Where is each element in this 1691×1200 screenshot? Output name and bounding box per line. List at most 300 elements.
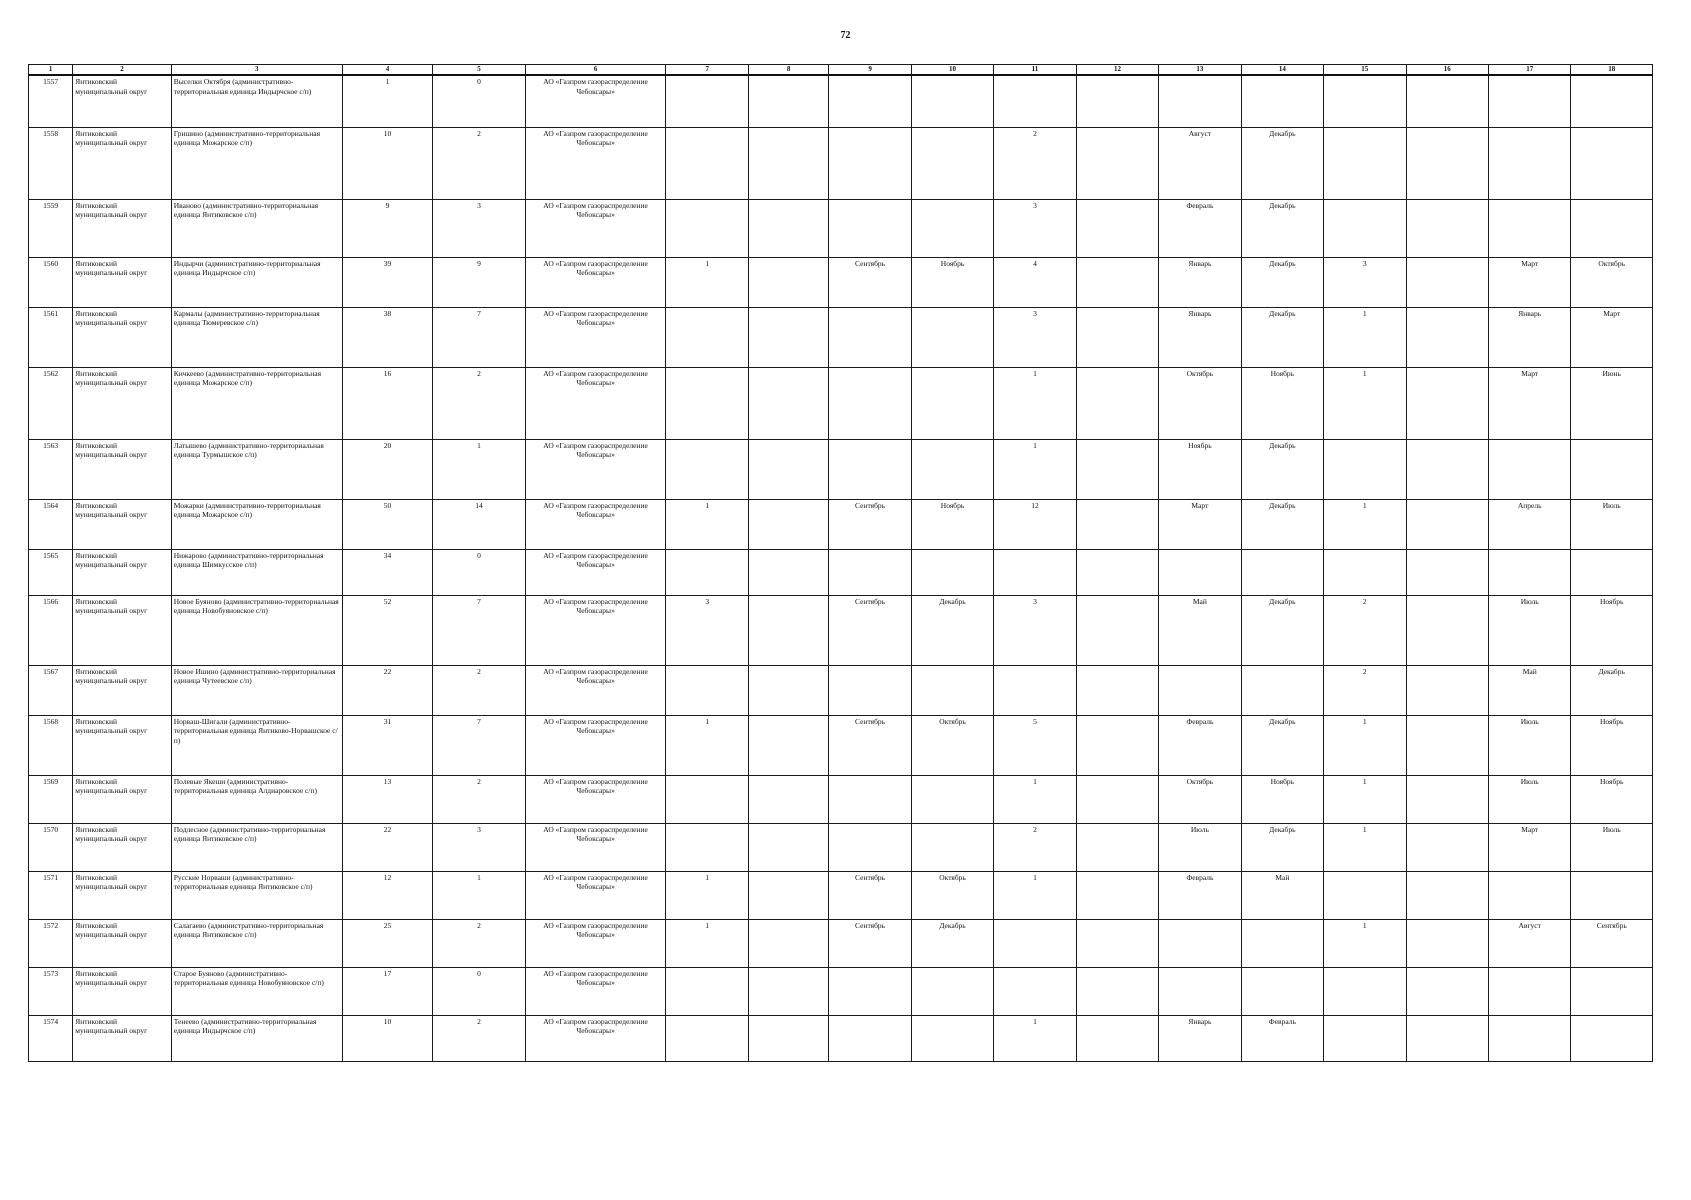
table-cell xyxy=(1488,439,1570,499)
table-cell xyxy=(1406,75,1488,127)
table-cell: АО «Газпром газораспределение Чебоксары» xyxy=(525,823,666,871)
table-cell: Янтиковский муниципальный округ xyxy=(73,919,172,967)
table-cell xyxy=(748,367,828,439)
table-cell: 1 xyxy=(666,919,748,967)
table-cell: Индырчи (административно-территориальная единица Индырчское с/п) xyxy=(171,257,342,307)
column-number-header: 12 xyxy=(1076,65,1158,76)
table-cell xyxy=(748,823,828,871)
table-cell: Новое Буяново (административно-территориальная единица Новобуяновское с/п) xyxy=(171,595,342,665)
table-cell xyxy=(1159,75,1241,127)
table-cell: 1566 xyxy=(29,595,73,665)
table-cell xyxy=(666,199,748,257)
table-cell xyxy=(1571,967,1653,1015)
table-cell xyxy=(1571,127,1653,199)
table-cell xyxy=(1076,823,1158,871)
table-cell: 14 xyxy=(433,499,526,549)
table-cell xyxy=(1076,367,1158,439)
table-cell xyxy=(1406,549,1488,595)
table-cell: АО «Газпром газораспределение Чебоксары» xyxy=(525,715,666,775)
table-cell xyxy=(1406,775,1488,823)
table-cell: Янтиковский муниципальный округ xyxy=(73,595,172,665)
table-cell xyxy=(1488,549,1570,595)
column-number-header: 15 xyxy=(1324,65,1406,76)
table-cell xyxy=(1241,665,1323,715)
table-cell: 2 xyxy=(433,127,526,199)
table-cell xyxy=(1076,549,1158,595)
table-cell xyxy=(911,367,993,439)
table-cell xyxy=(1406,823,1488,871)
table-cell: 1 xyxy=(994,871,1076,919)
table-cell: 22 xyxy=(342,823,433,871)
table-cell xyxy=(1406,919,1488,967)
table-cell xyxy=(1076,775,1158,823)
table-cell xyxy=(829,127,911,199)
table-cell: Янтиковский муниципальный округ xyxy=(73,549,172,595)
column-number-header: 10 xyxy=(911,65,993,76)
table-row xyxy=(29,257,1653,307)
table-cell: 1560 xyxy=(29,257,73,307)
table-cell: 2 xyxy=(1324,595,1406,665)
table-cell xyxy=(1406,715,1488,775)
table-cell: 3 xyxy=(1324,257,1406,307)
table-cell xyxy=(748,871,828,919)
table-cell: 7 xyxy=(433,307,526,367)
table-cell: 2 xyxy=(433,665,526,715)
table-cell xyxy=(1488,199,1570,257)
table-cell xyxy=(911,775,993,823)
column-number-header: 5 xyxy=(433,65,526,76)
table-cell: Март xyxy=(1488,257,1570,307)
table-cell: Декабрь xyxy=(1241,715,1323,775)
table-cell xyxy=(1571,75,1653,127)
table-cell xyxy=(1076,307,1158,367)
table-cell xyxy=(911,307,993,367)
table-cell xyxy=(748,307,828,367)
table-cell: Янтиковский муниципальный округ xyxy=(73,127,172,199)
table-cell xyxy=(1571,549,1653,595)
table-cell xyxy=(911,967,993,1015)
table-cell: Кармалы (административно-территориальная единица Тюмеревское с/п) xyxy=(171,307,342,367)
table-cell: 38 xyxy=(342,307,433,367)
column-number-header: 16 xyxy=(1406,65,1488,76)
table-cell xyxy=(829,439,911,499)
table-cell xyxy=(748,775,828,823)
table-cell: 10 xyxy=(342,1015,433,1061)
column-number-header: 2 xyxy=(73,65,172,76)
table-cell xyxy=(1406,127,1488,199)
table-cell: 3 xyxy=(433,199,526,257)
table-cell: Июль xyxy=(1488,775,1570,823)
table-cell: Ноябрь xyxy=(911,257,993,307)
table-cell xyxy=(1488,967,1570,1015)
table-cell: Янтиковский муниципальный округ xyxy=(73,715,172,775)
table-cell: Февраль xyxy=(1159,715,1241,775)
table-cell xyxy=(1241,967,1323,1015)
table-cell: 1 xyxy=(994,1015,1076,1061)
table-cell: Можарки (административно-территориальная единица Можарское с/п) xyxy=(171,499,342,549)
table-cell: Декабрь xyxy=(1571,665,1653,715)
table-cell: Октябрь xyxy=(1571,257,1653,307)
table-cell: АО «Газпром газораспределение Чебоксары» xyxy=(525,775,666,823)
table-cell: Ноябрь xyxy=(1571,715,1653,775)
table-cell: 1568 xyxy=(29,715,73,775)
table-cell: 52 xyxy=(342,595,433,665)
table-cell xyxy=(829,665,911,715)
table-cell: 13 xyxy=(342,775,433,823)
table-cell: Янтиковский муниципальный округ xyxy=(73,307,172,367)
table-cell: Июль xyxy=(1571,823,1653,871)
table-cell xyxy=(1076,871,1158,919)
table-cell: 1559 xyxy=(29,199,73,257)
table-cell: 7 xyxy=(433,715,526,775)
page-number: 72 xyxy=(840,30,851,41)
table-cell: 17 xyxy=(342,967,433,1015)
table-cell: Сентябрь xyxy=(829,595,911,665)
table-cell: Январь xyxy=(1159,1015,1241,1061)
table-cell xyxy=(748,199,828,257)
table-cell: 1567 xyxy=(29,665,73,715)
table-cell: Иваново (административно-территориальная единица Янтиковское с/п) xyxy=(171,199,342,257)
table-cell: Февраль xyxy=(1159,199,1241,257)
table-cell xyxy=(666,127,748,199)
table-cell: 1563 xyxy=(29,439,73,499)
column-number-header-row xyxy=(29,65,1653,76)
table-cell: Март xyxy=(1159,499,1241,549)
table-cell xyxy=(748,127,828,199)
table-cell: Сентябрь xyxy=(829,919,911,967)
table-cell: Декабрь xyxy=(1241,127,1323,199)
table-row xyxy=(29,967,1653,1015)
table-cell: 1 xyxy=(433,871,526,919)
table-cell xyxy=(1406,499,1488,549)
table-cell: Октябрь xyxy=(1159,775,1241,823)
table-cell: 7 xyxy=(433,595,526,665)
table-cell: Янтиковский муниципальный округ xyxy=(73,871,172,919)
table-cell: Июнь xyxy=(1571,367,1653,439)
table-cell: Июль xyxy=(1488,715,1570,775)
table-row xyxy=(29,665,1653,715)
table-cell xyxy=(994,75,1076,127)
table-cell: Декабрь xyxy=(1241,257,1323,307)
table-cell xyxy=(1324,1015,1406,1061)
table-cell: Янтиковский муниципальный округ xyxy=(73,439,172,499)
table-cell xyxy=(829,199,911,257)
table-cell xyxy=(1406,257,1488,307)
column-number-header: 13 xyxy=(1159,65,1241,76)
table-cell: 2 xyxy=(433,1015,526,1061)
table-cell: АО «Газпром газораспределение Чебоксары» xyxy=(525,919,666,967)
table-cell: 4 xyxy=(994,257,1076,307)
table-cell xyxy=(666,775,748,823)
table-cell xyxy=(1159,967,1241,1015)
table-cell: Май xyxy=(1488,665,1570,715)
table-cell: 1571 xyxy=(29,871,73,919)
table-cell: Русские Норваши (административно-территориальная единица Янтиковское с/п) xyxy=(171,871,342,919)
table-cell xyxy=(1241,75,1323,127)
table-cell: 16 xyxy=(342,367,433,439)
table-cell xyxy=(748,967,828,1015)
table-cell xyxy=(829,75,911,127)
table-cell: Июль xyxy=(1488,595,1570,665)
table-cell: 1569 xyxy=(29,775,73,823)
column-number-header: 17 xyxy=(1488,65,1570,76)
table-cell: АО «Газпром газораспределение Чебоксары» xyxy=(525,439,666,499)
table-cell: Февраль xyxy=(1159,871,1241,919)
table-cell: 1 xyxy=(994,439,1076,499)
table-cell: 1 xyxy=(666,257,748,307)
table-cell xyxy=(1076,199,1158,257)
table-cell: Ноябрь xyxy=(1241,367,1323,439)
table-cell: Март xyxy=(1488,367,1570,439)
table-cell: Нижарово (административно-территориальная единица Шимкусское с/п) xyxy=(171,549,342,595)
table-cell: Янтиковский муниципальный округ xyxy=(73,367,172,439)
table-cell: Сентябрь xyxy=(829,257,911,307)
table-cell: 3 xyxy=(666,595,748,665)
table-cell: 2 xyxy=(1324,665,1406,715)
table-row xyxy=(29,75,1653,127)
table-cell xyxy=(748,499,828,549)
table-cell xyxy=(1076,75,1158,127)
table-cell xyxy=(1406,199,1488,257)
table-cell xyxy=(748,665,828,715)
table-cell xyxy=(1324,439,1406,499)
table-cell: АО «Газпром газораспределение Чебоксары» xyxy=(525,499,666,549)
table-cell: Декабрь xyxy=(1241,439,1323,499)
table-cell xyxy=(1324,967,1406,1015)
table-cell xyxy=(666,75,748,127)
table-cell: 12 xyxy=(342,871,433,919)
table-cell: 1 xyxy=(1324,307,1406,367)
column-number-header: 3 xyxy=(171,65,342,76)
table-cell: АО «Газпром газораспределение Чебоксары» xyxy=(525,665,666,715)
table-cell: АО «Газпром газораспределение Чебоксары» xyxy=(525,595,666,665)
table-cell xyxy=(829,775,911,823)
table-cell: 2 xyxy=(433,919,526,967)
table-cell xyxy=(666,967,748,1015)
table-cell: Кичкеево (административно-территориальная единица Можарское с/п) xyxy=(171,367,342,439)
table-row xyxy=(29,307,1653,367)
column-number-header: 6 xyxy=(525,65,666,76)
table-cell xyxy=(1488,871,1570,919)
table-cell xyxy=(1488,1015,1570,1061)
table-row xyxy=(29,499,1653,549)
table-cell: 1570 xyxy=(29,823,73,871)
column-number-header: 7 xyxy=(666,65,748,76)
table-cell: Ноябрь xyxy=(1241,775,1323,823)
table-cell xyxy=(829,967,911,1015)
table-cell: 3 xyxy=(994,595,1076,665)
table-cell xyxy=(1076,127,1158,199)
table-cell: Старое Буяново (административно-территориальная единица Новобуяновское с/п) xyxy=(171,967,342,1015)
table-cell xyxy=(1571,439,1653,499)
table-cell xyxy=(748,257,828,307)
table-cell: 25 xyxy=(342,919,433,967)
table-cell: АО «Газпром газораспределение Чебоксары» xyxy=(525,257,666,307)
table-cell: 10 xyxy=(342,127,433,199)
table-cell: АО «Газпром газораспределение Чебоксары» xyxy=(525,1015,666,1061)
table-cell: 3 xyxy=(994,307,1076,367)
table-cell: 1 xyxy=(994,775,1076,823)
table-cell xyxy=(748,75,828,127)
table-cell: 2 xyxy=(433,367,526,439)
table-cell xyxy=(1241,919,1323,967)
table-cell: Декабрь xyxy=(1241,595,1323,665)
table-cell: 9 xyxy=(342,199,433,257)
table-cell xyxy=(748,919,828,967)
table-cell xyxy=(911,1015,993,1061)
table-cell: Латышево (административно-территориальная единица Турмышское с/п) xyxy=(171,439,342,499)
table-cell xyxy=(1076,665,1158,715)
table-cell: Сентябрь xyxy=(1571,919,1653,967)
column-number-header: 8 xyxy=(748,65,828,76)
table-cell: 50 xyxy=(342,499,433,549)
table-cell: Янтиковский муниципальный округ xyxy=(73,967,172,1015)
table-cell: 9 xyxy=(433,257,526,307)
table-row xyxy=(29,823,1653,871)
table-cell xyxy=(666,1015,748,1061)
table-cell: 1558 xyxy=(29,127,73,199)
table-cell xyxy=(1406,595,1488,665)
table-cell xyxy=(1406,967,1488,1015)
table-cell xyxy=(911,665,993,715)
table-cell: Ноябрь xyxy=(1571,595,1653,665)
table-cell: 2 xyxy=(994,823,1076,871)
table-cell: Март xyxy=(1571,307,1653,367)
table-cell xyxy=(1076,919,1158,967)
table-cell: 1574 xyxy=(29,1015,73,1061)
table-cell: Салагаево (административно-территориальная единица Янтиковское с/п) xyxy=(171,919,342,967)
table-cell xyxy=(1324,871,1406,919)
table-cell: 5 xyxy=(994,715,1076,775)
table-cell xyxy=(748,715,828,775)
column-number-header: 14 xyxy=(1241,65,1323,76)
table-cell xyxy=(1324,549,1406,595)
table-cell xyxy=(1571,1015,1653,1061)
table-cell xyxy=(748,1015,828,1061)
table-cell: Янтиковский муниципальный округ xyxy=(73,1015,172,1061)
table-cell: Март xyxy=(1488,823,1570,871)
table-cell xyxy=(666,549,748,595)
table-cell: 1557 xyxy=(29,75,73,127)
table-cell xyxy=(1159,919,1241,967)
table-cell: Ноябрь xyxy=(1571,775,1653,823)
table-cell xyxy=(666,823,748,871)
column-number-header: 9 xyxy=(829,65,911,76)
table-row xyxy=(29,775,1653,823)
table-cell xyxy=(1406,439,1488,499)
table-cell xyxy=(666,307,748,367)
table-cell: Июль xyxy=(1159,823,1241,871)
table-cell xyxy=(1406,307,1488,367)
table-cell xyxy=(1076,595,1158,665)
table-cell xyxy=(1241,549,1323,595)
table-cell: АО «Газпром газораспределение Чебоксары» xyxy=(525,367,666,439)
table-cell: 1 xyxy=(666,715,748,775)
table-cell: 1 xyxy=(666,499,748,549)
table-cell: Август xyxy=(1159,127,1241,199)
table-cell xyxy=(1488,75,1570,127)
table-cell xyxy=(994,549,1076,595)
table-cell: Апрель xyxy=(1488,499,1570,549)
table-cell: Декабрь xyxy=(1241,823,1323,871)
table-cell: Декабрь xyxy=(911,919,993,967)
table-cell: 34 xyxy=(342,549,433,595)
table-cell: Декабрь xyxy=(911,595,993,665)
table-cell: Новое Ишино (административно-территориальная единица Чутеевское с/п) xyxy=(171,665,342,715)
table-cell: 2 xyxy=(994,127,1076,199)
table-cell: Август xyxy=(1488,919,1570,967)
table-cell: Янтиковский муниципальный округ xyxy=(73,75,172,127)
table-cell: 22 xyxy=(342,665,433,715)
table-cell xyxy=(994,665,1076,715)
table-cell: Январь xyxy=(1159,307,1241,367)
table-cell: 1 xyxy=(994,367,1076,439)
table-cell: Янтиковский муниципальный округ xyxy=(73,199,172,257)
table-cell xyxy=(994,967,1076,1015)
table-cell xyxy=(666,439,748,499)
table-cell: 1 xyxy=(433,439,526,499)
table-row xyxy=(29,367,1653,439)
table-cell: Сентябрь xyxy=(829,871,911,919)
table-cell: Гришино (административно-территориальная единица Можарское с/п) xyxy=(171,127,342,199)
table-cell xyxy=(911,823,993,871)
table-cell: 1562 xyxy=(29,367,73,439)
table-row xyxy=(29,919,1653,967)
table-cell xyxy=(829,1015,911,1061)
table-cell: АО «Газпром газораспределение Чебоксары» xyxy=(525,871,666,919)
table-cell: Декабрь xyxy=(1241,307,1323,367)
gasification-table xyxy=(28,64,1653,1062)
table-cell: 1 xyxy=(342,75,433,127)
table-cell xyxy=(1159,665,1241,715)
table-cell: 0 xyxy=(433,967,526,1015)
table-cell: 1573 xyxy=(29,967,73,1015)
table-cell: 20 xyxy=(342,439,433,499)
table-cell: 0 xyxy=(433,549,526,595)
column-number-header: 18 xyxy=(1571,65,1653,76)
table-cell: Подлесное (административно-территориальная единица Янтиковское с/п) xyxy=(171,823,342,871)
table-row xyxy=(29,439,1653,499)
table-cell xyxy=(1076,439,1158,499)
table-cell xyxy=(1324,127,1406,199)
table-cell xyxy=(1406,871,1488,919)
table-cell xyxy=(829,549,911,595)
table-cell: Ноябрь xyxy=(1159,439,1241,499)
table-cell xyxy=(1488,127,1570,199)
table-cell: Декабрь xyxy=(1241,499,1323,549)
table-row xyxy=(29,199,1653,257)
table-cell: Ноябрь xyxy=(911,499,993,549)
table-row xyxy=(29,127,1653,199)
table-cell: Полевые Якеши (административно-территориальная единица Алдиаровское с/п) xyxy=(171,775,342,823)
table-cell xyxy=(1076,967,1158,1015)
table-cell xyxy=(1076,715,1158,775)
table-cell xyxy=(1406,665,1488,715)
table-cell xyxy=(666,665,748,715)
table-cell: АО «Газпром газораспределение Чебоксары» xyxy=(525,75,666,127)
table-cell xyxy=(1076,499,1158,549)
table-body xyxy=(29,75,1653,1061)
table-cell xyxy=(911,127,993,199)
table-cell xyxy=(748,595,828,665)
table-cell: 2 xyxy=(433,775,526,823)
table-row xyxy=(29,549,1653,595)
table-cell: Май xyxy=(1159,595,1241,665)
column-number-header: 11 xyxy=(994,65,1076,76)
table-cell: Выселки Октября (административно-территориальная единица Индырчское с/п) xyxy=(171,75,342,127)
table-cell: Янтиковский муниципальный округ xyxy=(73,257,172,307)
table-cell: 1 xyxy=(1324,775,1406,823)
